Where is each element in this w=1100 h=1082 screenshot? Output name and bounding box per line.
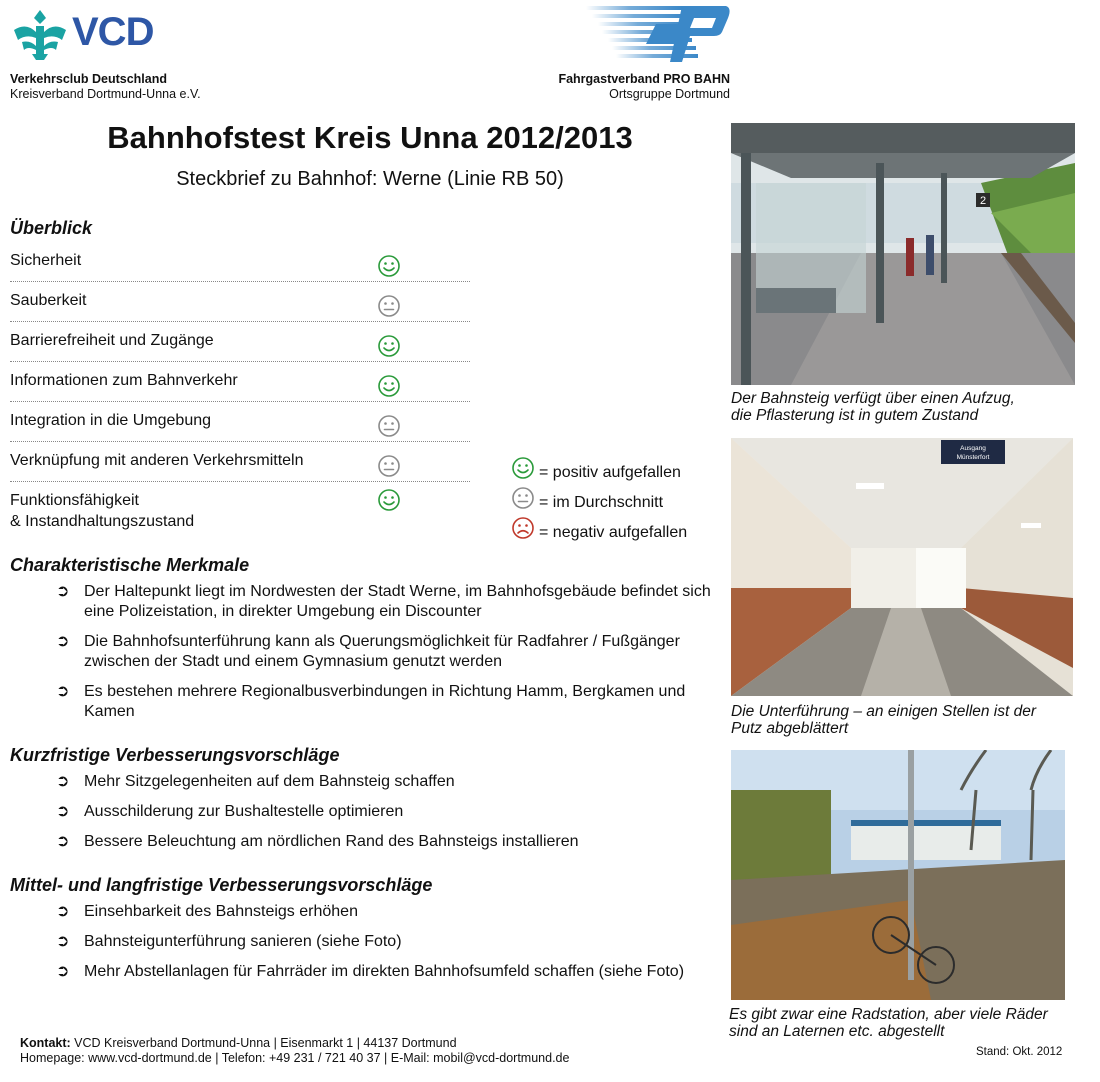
overview-row-informationen [10,362,470,402]
smiley-positive-icon [377,254,401,278]
caption-line1: Es gibt zwar eine Radstation, aber viele Räder [729,1006,1048,1023]
list-item-text: Mehr Abstellanlagen für Fahrräder im direkten Bahnhofsumfeld schaffen (siehe Foto) [84,963,685,980]
right-org-sub: Ortsgruppe Dortmund [609,87,730,101]
arrow-bullet-icon: ➲ [56,903,70,920]
overview-label: Sicherheit [10,252,82,269]
list-item [56,582,716,622]
smiley-positive-icon [511,456,535,480]
merkmale-list [56,582,716,722]
vcd-logo-text: VCD [72,10,154,54]
list-item-text: Einsehbarkeit des Bahnsteigs erhöhen [84,903,358,920]
left-organization [10,72,201,102]
kurzfristig-list [56,772,716,852]
list-item [56,802,716,822]
contact-text: VCD Kreisverband Dortmund-Unna | Eisenmarkt 1 | 44137 Dortmund [70,1036,457,1050]
legend-positive-label: = positiv aufgefallen [539,464,681,481]
langfristig-heading: Mittel- und langfristige Verbesserungsvorschläge [10,875,433,895]
list-item [56,932,716,952]
overview-label: Sauberkeit [10,292,87,309]
kurzfristig-heading: Kurzfristige Verbesserungsvorschläge [10,745,340,765]
list-item [56,682,716,722]
photo-bicycles [731,750,1065,1000]
list-item [56,902,716,922]
overview-label: Barrierefreiheit und Zugänge [10,332,214,349]
left-org-sub: Kreisverband Dortmund-Unna e.V. [10,87,201,101]
caption-line1: Die Unterführung – an einigen Stellen ist der [731,703,1037,720]
list-item-text: Bahnsteigunterführung sanieren (siehe Foto) [84,933,402,950]
list-item-text: Der Haltepunkt liegt im Nordwesten der Stadt Werne, im Bahnhofsgebäude befindet sich eine Polizeistation, in direkter Umgebung ein Discounter [84,583,711,620]
right-organization [530,72,730,102]
underpass-sign-line1: Ausgang [960,445,986,452]
arrow-bullet-icon: ➲ [56,583,70,600]
legend-neutral-label: = im Durchschnitt [539,494,664,511]
overview-label-line2: & Instandhaltungszustand [10,513,195,530]
overview-row-integration [10,402,470,442]
overview-row-funktionsfaehigkeit [10,482,470,532]
underpass-sign-line2: Münsterfort [956,454,990,461]
photo-platform-caption [731,390,1015,424]
smiley-positive-icon [377,374,401,398]
arrow-bullet-icon: ➲ [56,633,70,650]
photo-underpass-caption [731,703,1036,737]
overview-label [10,490,350,532]
smiley-positive-icon [377,334,401,358]
arrow-bullet-icon: ➲ [56,683,70,700]
page-subtitle: Steckbrief zu Bahnhof: Werne (Linie RB 50) [176,168,564,190]
smiley-neutral-icon [377,294,401,318]
list-item-text: Bessere Beleuchtung am nördlichen Rand des Bahnsteigs installieren [84,833,579,850]
stand-date: Stand: Okt. 2012 [976,1046,1063,1058]
arrow-bullet-icon: ➲ [56,803,70,820]
smiley-neutral-icon [377,454,401,478]
list-item-text: Es bestehen mehrere Regionalbusverbindungen in Richtung Hamm, Bergkamen und Kamen [84,683,686,720]
arrow-bullet-icon: ➲ [56,833,70,850]
caption-line1: Der Bahnsteig verfügt über einen Aufzug, [731,390,1015,407]
left-org-name: Verkehrsclub Deutschland [10,72,168,86]
footer-contact [20,1036,569,1066]
platform-number-sign: 2 [979,195,987,207]
overview-label: Informationen zum Bahnverkehr [10,372,238,389]
list-item [56,772,716,792]
vcd-logo-icon [12,8,68,62]
legend-negative-label: = negativ aufgefallen [539,524,688,541]
caption-line2: sind an Laternen etc. abgestellt [729,1023,945,1040]
list-item-text: Mehr Sitzgelegenheiten auf dem Bahnsteig schaffen [84,773,455,790]
contact-label: Kontakt: [20,1036,71,1050]
overview-heading: Überblick [10,218,93,238]
overview-table [10,242,470,532]
overview-row-sauberkeit [10,282,470,322]
overview-label: Integration in die Umgebung [10,412,212,429]
overview-row-verknuepfung [10,442,470,482]
smiley-neutral-icon [377,414,401,438]
photo-underpass [731,438,1073,696]
smiley-neutral-icon [511,486,535,510]
pro-bahn-logo-icon [586,4,732,66]
overview-row-sicherheit [10,242,470,282]
list-item-text: Die Bahnhofsunterführung kann als Querungsmöglichkeit für Radfahrer / Fußgänger zwischen der Stadt und einem Gymnasium genutzt werden [84,633,680,670]
merkmale-heading: Charakteristische Merkmale [10,555,250,575]
smiley-negative-icon [511,516,535,540]
smiley-positive-icon [377,488,401,512]
list-item [56,962,716,982]
overview-row-barrierefreiheit [10,322,470,362]
right-org-name: Fahrgastverband PRO BAHN [558,72,730,86]
list-item-text: Ausschilderung zur Bushaltestelle optimieren [84,803,404,820]
list-item [56,632,716,672]
langfristig-list [56,902,716,982]
list-item [56,832,716,852]
photo-platform [731,123,1075,385]
arrow-bullet-icon: ➲ [56,773,70,790]
homepage-line: Homepage: www.vcd-dortmund.de | Telefon: +49 231 / 721 40 37 | E-Mail: mobil@vcd-dortmund.de [20,1051,570,1065]
page-title: Bahnhofstest Kreis Unna 2012/2013 [107,120,633,155]
caption-line2: die Pflasterung ist in gutem Zustand [731,407,979,424]
arrow-bullet-icon: ➲ [56,963,70,980]
overview-label: Verknüpfung mit anderen Verkehrsmitteln [10,452,304,469]
arrow-bullet-icon: ➲ [56,933,70,950]
caption-line2: Putz abgeblättert [731,720,849,737]
photo-bicycles-caption [729,1006,1048,1040]
overview-label-line1: Funktionsfähigkeit [10,492,139,509]
